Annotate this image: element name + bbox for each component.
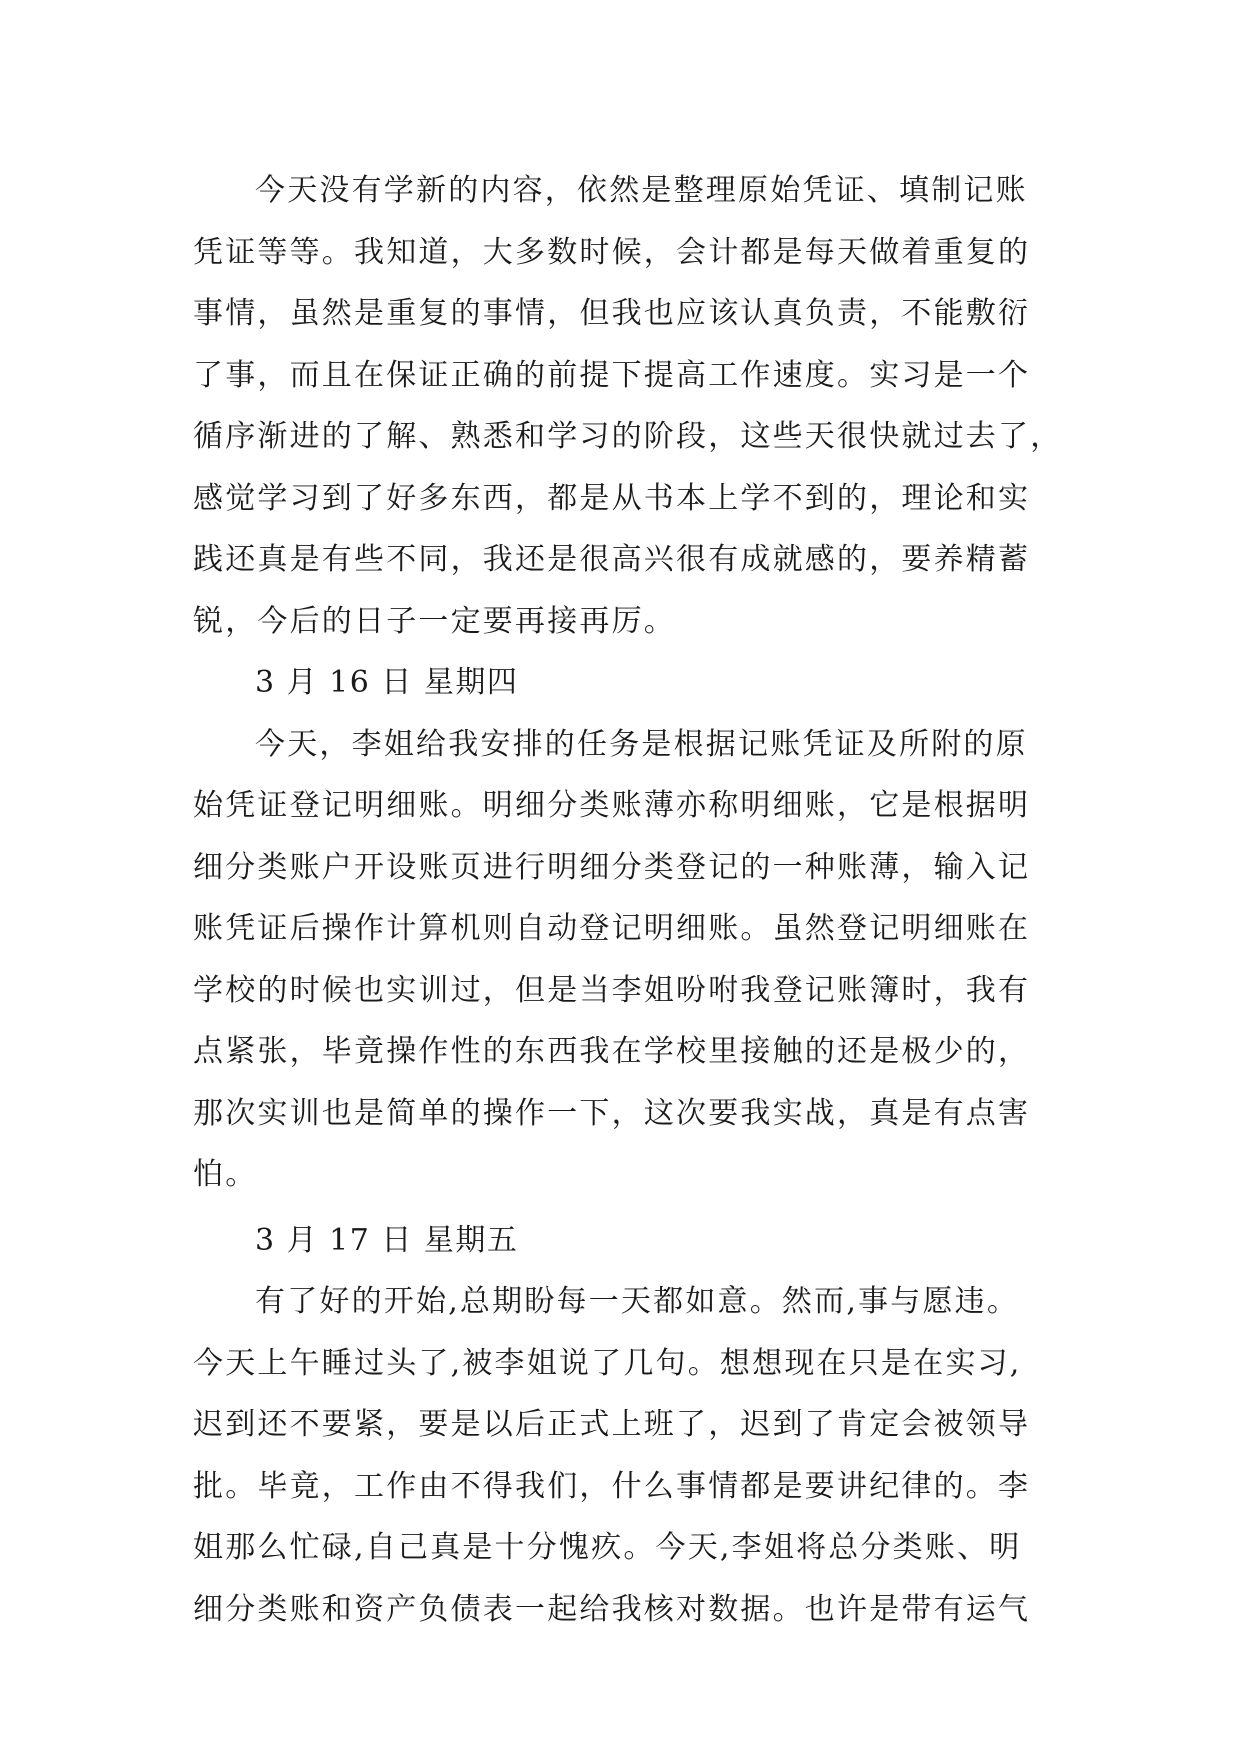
paragraph-line: 今天，李姐给我安排的任务是根据记账凭证及所附的原 bbox=[255, 726, 1028, 762]
paragraph-line: 学校的时候也实训过，但是当李姐吩咐我登记账簿时，我有 bbox=[193, 972, 1031, 1008]
paragraph-line: 有了好的开始,总期盼每一天都如意。然而,事与愿违。 bbox=[255, 1284, 1020, 1319]
paragraph-line: 锐，今后的日子一定要再接再厉。 bbox=[193, 603, 676, 639]
paragraph-line: 事情，虽然是重复的事情，但我也应该认真负责，不能敷衍 bbox=[193, 296, 1031, 331]
paragraph-line: 了事，而且在保证正确的前提下提高工作速度。实习是一个 bbox=[193, 357, 1031, 393]
paragraph-line: 感觉学习到了好多东西，都是从书本上学不到的，理论和实 bbox=[193, 480, 1031, 516]
paragraph-line: 账凭证后操作计算机则自动登记明细账。虽然登记明细账在 bbox=[193, 911, 1031, 946]
paragraph-line: 细分类账户开设账页进行明细分类登记的一种账薄，输入记 bbox=[193, 849, 1031, 885]
paragraph-line: 今天没有学新的内容，依然是整理原始凭证、填制记账 bbox=[255, 173, 1028, 208]
paragraph-line: 那次实训也是简单的操作一下，这次要我实战，真是有点害 bbox=[193, 1095, 1031, 1131]
diary-date-heading: 3 月 17 日 星期五 bbox=[255, 1222, 519, 1258]
paragraph-line: 凭证等等。我知道，大多数时候，会计都是每天做着重复的 bbox=[193, 234, 1031, 270]
paragraph-line: 循序渐进的了解、熟悉和学习的阶段，这些天很快就过去了， bbox=[193, 419, 1063, 454]
paragraph-line: 姐那么忙碌,自己真是十分愧疚。今天,李姐将总分类账、明 bbox=[193, 1530, 1022, 1565]
document-body bbox=[193, 160, 1063, 1640]
paragraph-line: 批。毕竟，工作由不得我们，什么事情都是要讲纪律的。李 bbox=[193, 1468, 1031, 1504]
paragraph-line: 迟到还不要紧，要是以后正式上班了，迟到了肯定会被领导 bbox=[193, 1407, 1031, 1442]
paragraph-line: 始凭证登记明细账。明细分类账薄亦称明细账，它是根据明 bbox=[193, 788, 1031, 823]
paragraph-line: 今天上午睡过头了,被李姐说了几句。想想现在只是在实习, bbox=[193, 1345, 1022, 1381]
paragraph-line: 细分类账和资产负债表一起给我核对数据。也许是带有运气 bbox=[193, 1591, 1031, 1627]
diary-date-heading: 3 月 16 日 星期四 bbox=[255, 665, 519, 700]
paragraph-line: 怕。 bbox=[193, 1157, 258, 1192]
paragraph-line: 点紧张，毕竟操作性的东西我在学校里接触的还是极少的， bbox=[193, 1034, 1031, 1069]
paragraph-line: 践还真是有些不同，我还是很高兴很有成就感的，要养精蓄 bbox=[193, 542, 1031, 577]
